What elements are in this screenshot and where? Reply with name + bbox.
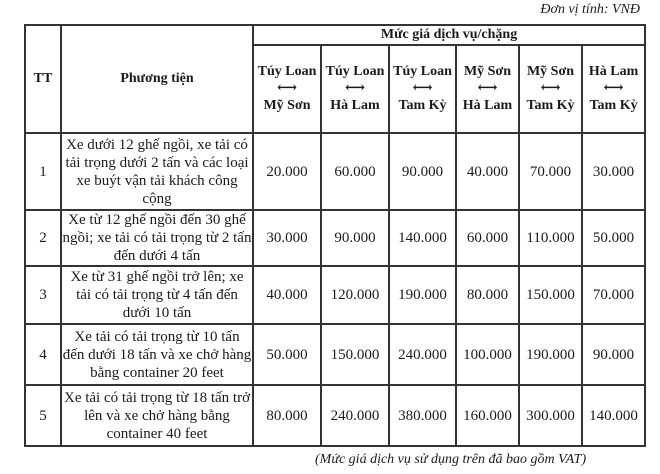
table-row: 1 Xe dưới 12 ghế ngồi, xe tải có tải trọng dưới 2 tấn và các loại xe buýt vận tải khách công cộng 20.000 60.000 90.000 40.000 70.000 30.000 [25,133,645,210]
table-row: 2 Xe từ 12 ghế ngồi đến 30 ghế ngồi; xe tải có tải trọng từ 2 tấn đến dưới 4 tấn 30.000 90.000 140.000 60.000 110.000 50.000 [25,210,645,266]
header-vehicle: Phương tiện [61,25,253,133]
route-header: Túy Loan ⟷ Tam Kỳ [389,45,456,133]
header-index: TT [25,25,61,133]
route-header: Mỹ Sơn ⟷ Hà Lam [456,45,519,133]
table-row: 4 Xe tải có tải trọng từ 10 tấn đến dưới 18 tấn và xe chở hàng bằng container 20 feet 50.000 150.000 240.000 100.000 190.000 90.000 [25,324,645,385]
route-header: Túy Loan ⟷ Mỹ Sơn [253,45,321,133]
double-arrow-icon: ⟷ [276,81,298,96]
table-row: 5 Xe tải có tải trọng từ 18 tấn trở lên và xe chở hàng bằng container 40 feet 80.000 240.000 380.000 160.000 300.000 140.000 [25,385,645,446]
unit-label: Đơn vị tính: VNĐ [540,2,640,17]
table-row: 3 Xe từ 31 ghế ngồi trở lên; xe tải có tải trọng từ 4 tấn đến dưới 10 tấn 40.000 120.000 190.000 80.000 150.000 70.000 [25,266,645,324]
footnote: (Mức giá dịch vụ sử dụng trên đã bao gồm VAT) [315,452,587,467]
route-header: Hà Lam ⟷ Tam Kỳ [582,45,645,133]
double-arrow-icon: ⟷ [540,81,561,96]
header-price-group: Mức giá dịch vụ/chặng [253,25,645,45]
route-header: Túy Loan ⟷ Hà Lam [321,45,389,133]
double-arrow-icon: ⟷ [344,81,366,96]
double-arrow-icon: ⟷ [412,81,433,96]
route-header: Mỹ Sơn ⟷ Tam Kỳ [519,45,582,133]
double-arrow-icon: ⟷ [477,81,498,96]
toll-fee-table [24,24,646,447]
double-arrow-icon: ⟷ [603,81,624,96]
